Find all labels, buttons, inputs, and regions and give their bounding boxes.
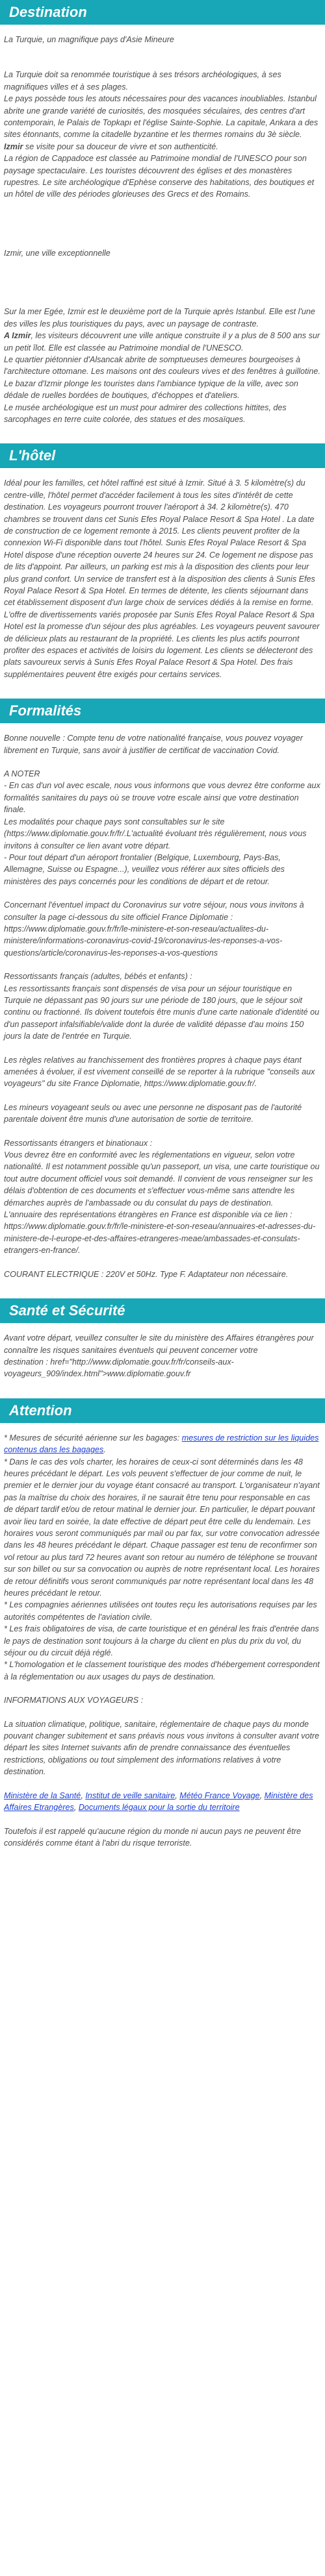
- attention-info-p: La situation climatique, politique, sanitaire, réglementaire de chaque pays du monde pouvant changer subitement et sans préavis nous vous invitons à consulter avant votre départ les sites Internet suivants afin de prendre connaissance des éventuelles restrictions, obligations ou tout simplement des informations relatives à votre destination.: [4, 1719, 320, 1777]
- izmir-title: Izmir, une ville exceptionnelle: [4, 248, 110, 258]
- izmir-p1: Sur la mer Egée, Izmir est le deuxième port de la Turquie après Istanbul. Elle est l'une des villes les plus touristiques du pays, avec un paysage de contraste.: [4, 307, 315, 328]
- izmir-p2-bold: A Izmir: [4, 331, 31, 341]
- formalites-title: Formalités: [9, 702, 82, 719]
- attention-p3: * Les compagnies aériennes utilisées ont toutes reçu les autorisations requises par les autorités compétentes de l'aviation civile.: [4, 1600, 317, 1622]
- formalites-frontieres: Les règles relatives au franchissement des frontières propres à chaque pays étant amenées à évoluer, il est vivement conseillé de se reporter à la rubrique "conseils aux voyageurs" du site France Diplomatie, https://www.diplomatie.gouv.fr/.: [4, 1055, 315, 1089]
- hotel-p1: Idéal pour les familles, cet hôtel raffiné est situé à Izmir. Situé à 3. 5 kilomètre(s) du centre-ville, l'hôtel permet d'accéder facilement à tous les sites d'intérêt de cette destination. Les voyageurs pourront trouver l'aéroport à 34. 2 kilomètre(s). 470 chambres se trouvent dans cet Sunis Efes Royal Palace Resort & Spa Hotel . La date de construction de ce logement remonte à 2015. Les clients peuvent profiter de la connexion Wi-Fi disponible dans tout l'hôtel. Sunis Efes Royal Palace Resort & Spa Hotel dispose d'une réception ouverte 24 heures sur 24. Ce logement ne dispose pas de lits d'appoint. Par ailleurs, un parking est mis à la disposition des clients pour leur plus grand confort. Un service de transfert est à la disposition des clients à Sunis Efes Royal Palace Resort & Spa Hotel. En termes de détente, les clients séjournant dans cet établissement disposent d'un large choix de services dédiés à la remise en forme. L'offre de divertissements variés proposée par Sunis Efes Royal Palace Resort & Spa Hotel est la promesse d'un séjour des plus agréables. Les voyageurs peuvent savourer de délicieux plats au restaurant de la propriété. Les clients les plus actifs pourront profiter des espaces et activités de loisirs du logement. Les clients se délecteront des plats savoureux servis à Sunis Efes Royal Palace Resort & Spa Hotel. Des frais supplémentaires peuvent être exigés pour certains services.: [4, 478, 320, 679]
- attention-p1: [4, 1432, 321, 1456]
- izmir-p5: Le musée archéologique est un must pour admirer des collections hittites, des sarcophages en terre cuite colorée, des statues et des mosaïques.: [4, 402, 287, 424]
- link-affaires-etrangeres[interactable]: Ministère des Affaires Etrangères: [4, 1790, 313, 1813]
- izmir-p2: [4, 330, 321, 354]
- link-documents-legaux[interactable]: Documents légaux pour la sortie du territoire: [78, 1803, 240, 1813]
- formalites-annuaire: L'annuaire des représentations étrangères en France est disponible via ce lien : https://www.diplomatie.gouv.fr/fr/le-ministere-et-son-reseau/annuaires-et-adresses-du-ministere-de-l-europe-et-des-affaires-etrangeres-meae/ambassades-et-consulats-etrangers-en-france/.: [4, 1210, 316, 1256]
- hotel-content: [0, 477, 325, 680]
- attention-title: Attention: [9, 1402, 72, 1418]
- destination-p2-tail: se visite pour sa douceur de vivre et son authenticité.: [25, 142, 218, 151]
- formalites-resident1: Les ressortissants français sont dispensés de visa pour un séjour touristique en Turquie ne dépassant pas 90 jours sur une période de 180 jours, que le séjour soit continu ou fractionné. Ils doivent toutefois être munis d'une carte nationale d'identité ou d'un passeport infalsifiable/valide dont la durée de validité dépasse d'au moins 150 jours la date de l'entrée en Turquie.: [4, 984, 320, 1041]
- hotel-header: [0, 443, 325, 468]
- formalites-ressortissants: Ressortissants français (adultes, bébés et enfants) :: [4, 972, 192, 982]
- destination-p2-text: Le pays possède tous les atouts nécessaires pour des vacances inoubliables. Istanbul abrite une grande variété de curiosités, des mosquées séculaires, des centres d'art contemporain, le Palais de Topkapı et l'église Sainte-Sophie. La capitale, Ankara a des sites étonnants, comme la citadelle byzantine et les thermes romains du 3è siècle.: [4, 94, 318, 140]
- destination-section: [0, 0, 325, 425]
- sante-p1: Avant votre départ, veuillez consulter le site du ministère des Affaires étrangères pour connaître les risques sanitaires éventuels qui peuvent concerner votre: [4, 1333, 314, 1355]
- destination-p3: La région de Cappadoce est classée au Patrimoine mondial de l'UNESCO pour son paysage spectaculaire. Les touristes découvrent des églises et des monastères rupestres. Le site archéologique d'Ephèse conserve des habitations, des boutiques et un hôtel de ville des périodes glorieuses des Grecs et des Romains.: [4, 154, 315, 199]
- destination-p1: La Turquie doit sa renommée touristique à ses trésors archéologiques, à ses magnifiques villes et à ses plages.: [4, 70, 281, 92]
- sante-header: [0, 1298, 325, 1323]
- formalites-covid: Concernant l'éventuel impact du Coronavirus sur votre séjour, nous vous invitons à consulter la page ci-dessous du site officiel France Diplomatie : https://www.diplomatie.gouv.fr/fr/le-ministere-et-son-reseau/actualites-du-ministere/informations-coronavirus-covid-19/coronavirus-les-reponses-a-vos-questions/article/coronavirus-les-reponses-a-vos-questions: [4, 900, 304, 958]
- formalites-etrangers: Ressortissants étrangers et binationaux :: [4, 1138, 153, 1148]
- sante-p2: destination : href="http://www.diplomatie.gouv.fr/fr/conseils-aux-voyageurs_909/index.html">www.diplomatie.gouv.fr: [4, 1357, 234, 1379]
- formalites-note3: - Pour tout départ d'un aéroport frontalier (Belgique, Luxembourg, Pays-Bas, Allemagne, Suisse ou Espagne...), veuillez vous référer aux sites officiels des ministères des pays concernés pour les conditions de départ et de retour.: [4, 852, 285, 886]
- formalites-note2: Les modalités pour chaque pays sont consultables sur le site (https://www.diplomatie.gouv.fr/fr/.L'actualité évoluant très régulièrement, nous vous invitons à consulter ce lien avant votre départ.: [4, 817, 307, 850]
- hotel-title: L'hôtel: [9, 447, 56, 464]
- formalites-courant: COURANT ELECTRIQUE : 220V et 50Hz. Type F. Adaptateur non nécessaire.: [4, 1269, 289, 1279]
- formalites-header: [0, 699, 325, 723]
- formalites-note-title: A NOTER: [4, 769, 40, 779]
- sante-content: [0, 1332, 325, 1380]
- attention-p4: * Les frais obligatoires de visa, de carte touristique et en général les frais d'entrée dans le pays de destination sont toujours à la charge du client en plus du prix du vol, du séjour ou du circuit déjà réglé.: [4, 1624, 319, 1658]
- formalites-mineurs: Les mineurs voyageant seuls ou avec une personne ne disposant pas de l'autorité parentale doivent être munis d'une autorisation de sortie de territoire.: [4, 1102, 302, 1124]
- destination-intro: La Turquie, un magnifique pays d'Asie Mineure: [4, 35, 174, 44]
- destination-title: Destination: [9, 4, 87, 20]
- formalites-section: [0, 699, 325, 1280]
- formalites-etrangers2: Vous devrez être en conformité avec les réglementations en vigueur, selon votre nationalité. Il est notamment possible qu'un passeport, un visa, une carte touristique ou tout autre document officiel vous soit demandé. Il convient de vous renseigner sur les délais d'obtention de ces documents et s'effectuer vous-même sans attendre les démarches auprès de l'ambassade ou du consulat du pays de destination.: [4, 1150, 320, 1208]
- izmir-p3: Le quartier piétonnier d'Alsancak abrite de somptueuses demeures bourgeoises à l'architecture ottomane. Les maisons ont des couleurs vives et des fenêtres à guillotine.: [4, 354, 320, 377]
- link-meteo-france[interactable]: Météo France Voyage: [179, 1790, 260, 1800]
- izmir-p2-text: , les visiteurs découvrent une ville antique construite il y a plus de 8 500 ans sur un petit îlot. Elle est classée au Patrimoine mondial de l'UNESCO.: [4, 331, 320, 353]
- attention-p5: * L'homologation et le classement touristique des modes d'hébergement correspondent à la réglementation ou aux usages du pays de destination.: [4, 1660, 320, 1681]
- destination-header: [0, 0, 325, 25]
- attention-p2: * Dans le cas des vols charter, les horaires de ceux-ci sont déterminés dans les 48 heures précédant le départ. Les vols peuvent s'effectuer de jour comme de nuit, le premier et le dernier jour du voyage étant consacré au transport. L'organisateur n'ayant pas la maîtrise du choix des horaires, il ne saurait être tenu pour responsable en cas de départ tardif et/ou de retour matinal le dernier jour. En particulier, le départ pouvant avoir lieu tard en soirée, la date effective de départ peut être celle du lendemain. Les horaires vous seront communiqués par mail ou par fax, sur votre convocation adressée dans les 48 heures précédant le départ. Chaque passager est tenu de reconfirmer son vol retour au plus tard 72 heures avant son retour au numéro de téléphone se trouvant sur son billet ou sur sa convocation ou auprès de notre représentant local. Les horaires de retour définitifs vous seront communiqués par notre représentant local dans les 48 heures précédant le retour.: [4, 1457, 320, 1598]
- sante-title: Santé et Sécurité: [9, 1302, 125, 1319]
- attention-links: Ministère de la Santé, Institut de veille sanitaire, Météo France Voyage, Ministère des Affaires Etrangères, Documents légaux pour la sortie du territoire: [4, 1790, 313, 1813]
- attention-p1-post: .: [103, 1445, 106, 1455]
- formalites-content: [0, 732, 325, 1280]
- attention-info-title: INFORMATIONS AUX VOYAGEURS :: [4, 1696, 144, 1705]
- sante-section: [0, 1298, 325, 1380]
- izmir-p4: Le bazar d'Izmir plonge les touristes dans l'ambiance typique de la ville, avec son dédale de ruelles bordées de boutiques, d'échoppes et d'ateliers.: [4, 378, 298, 401]
- link-liquides-bagages[interactable]: mesures de restriction sur les liquides contenus dans les bagages: [4, 1433, 319, 1455]
- destination-p2-bold: Izmir: [4, 142, 23, 151]
- hotel-section: [0, 443, 325, 680]
- attention-section: [0, 1398, 325, 1850]
- attention-content: [0, 1432, 325, 1850]
- formalites-note1: - En cas d'un vol avec escale, nous vous informons que vous devrez être conforme aux formalités sanitaires du pays où se trouve votre escale ainsi que votre destination finale.: [4, 781, 320, 815]
- destination-content: [0, 34, 325, 425]
- link-veille-sanitaire[interactable]: Institut de veille sanitaire: [85, 1790, 176, 1800]
- attention-p1-text: * Mesures de sécurité aérienne sur les bagages:: [4, 1433, 180, 1443]
- link-ministere-sante[interactable]: Ministère de la Santé: [4, 1790, 81, 1800]
- formalites-p1: Bonne nouvelle : Compte tenu de votre nationalité française, vous pouvez voyager librement en Turquie, sans avoir à justifier de certificat de vaccination Covid.: [4, 734, 303, 755]
- attention-header: [0, 1398, 325, 1423]
- destination-p2: [4, 93, 321, 153]
- attention-final: Toutefois il est rappelé qu'aucune région du monde ni aucun pays ne peuvent être considérés comme étant à l'abri du risque terroriste.: [4, 1826, 302, 1848]
